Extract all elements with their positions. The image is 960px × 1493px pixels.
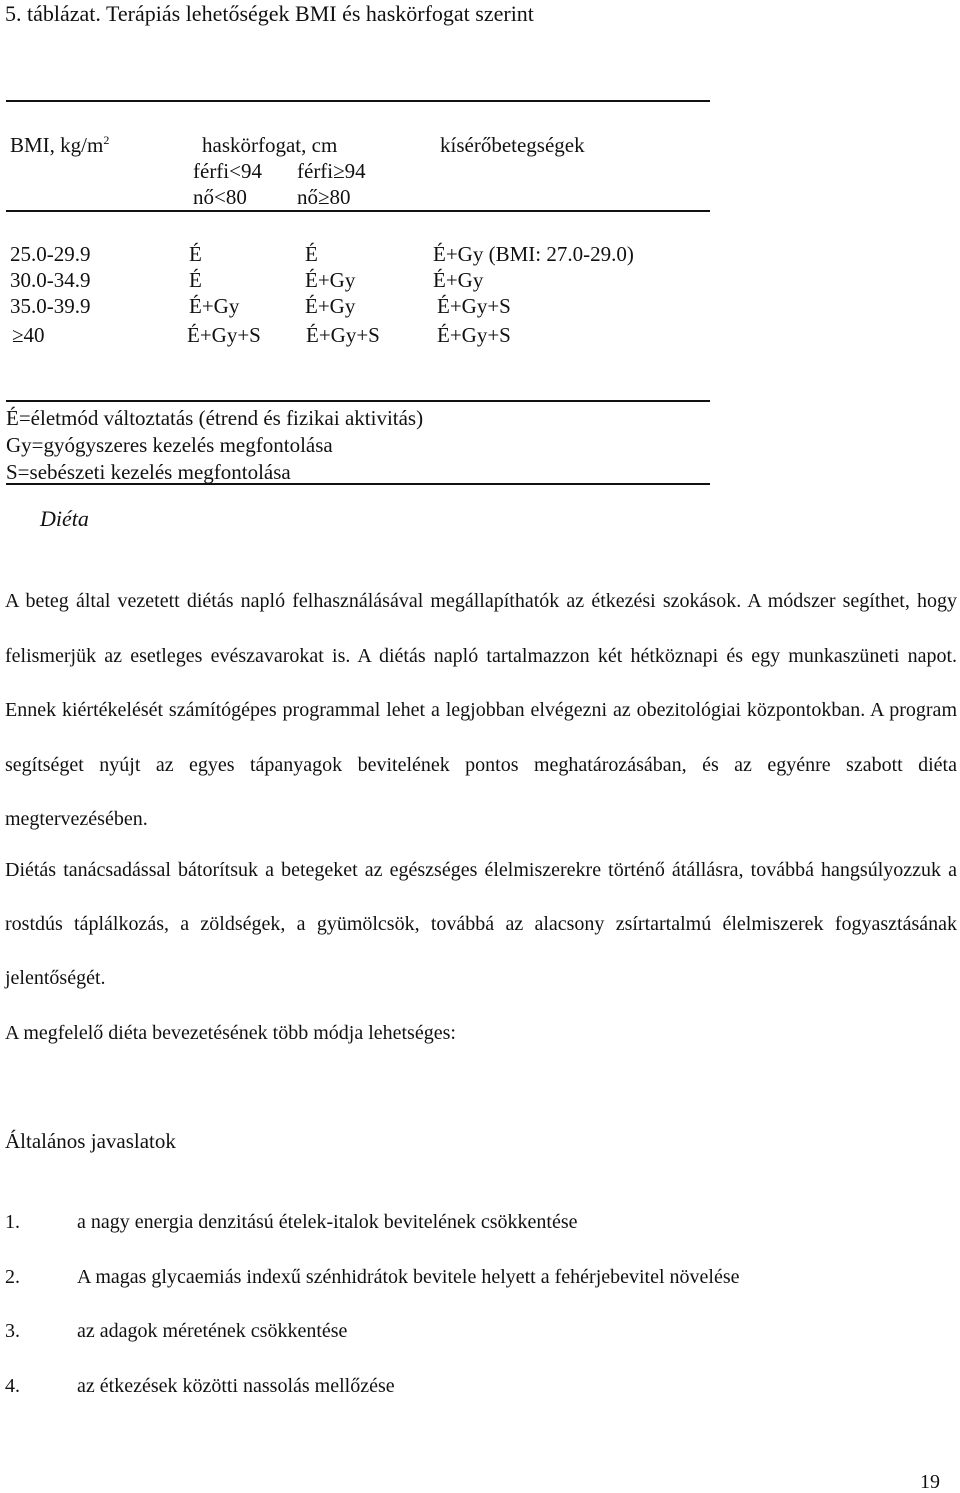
paragraph: A beteg által vezetett diétás napló felhasználásával megállapíthatók az étkezési szokások. A módszer segíthet, hogy felismerjük az esetleges evészavarokat is. A diétás napló tartalmazzon két hétköznapi és egy munkaszüneti napot. Ennek kiértékelését számítógépes programmal lehet a legjobban elvégezni az obezitológiai központokban. A program segítséget nyújt az egyes tápanyagok bevitelének pontos meghatározásában, és az egyénre szabott diéta megtervezésében. [5,590,957,830]
header-female-below: nő<80 [193,185,247,209]
legend-line: S=sebészeti kezelés megfontolása [6,460,291,484]
cell-waist-low: É+Gy+S [187,323,261,347]
list-text: az étkezések közötti nassolás mellőzése [77,1375,395,1397]
header-female-above: nő≥80 [297,185,351,209]
table-caption: 5. táblázat. Terápiás lehetőségek BMI és haskörfogat szerint [5,1,534,26]
cell-bmi: 25.0-29.9 [10,242,91,266]
section-title: Diéta [40,506,89,531]
cell-waist-high: É [305,242,318,266]
cell-comorbid: É+Gy (BMI: 27.0-29.0) [433,242,634,266]
cell-comorbid: É+Gy+S [437,323,511,347]
page-number: 19 [920,1471,940,1493]
list-number: 1. [5,1211,20,1233]
legend-line: Gy=gyógyszeres kezelés megfontolása [6,433,333,457]
header-male-below: férfi<94 [193,159,262,183]
cell-bmi: 30.0-34.9 [10,268,91,292]
paragraph: Diétás tanácsadással bátorítsuk a betegeket az egészséges élelmiszerekre történő átállásra, továbbá hangsúlyozzuk a rostdús táplálkozás, a zöldségek, a gyümölcsök, továbbá az alacsony zsírtartalmú élelmiszerek fogyasztásának jelentőségét. [5,859,957,989]
subheading: Általános javaslatok [5,1129,176,1153]
cell-waist-low: É+Gy [189,294,240,318]
table-top-rule [6,100,710,102]
paragraph: A megfelelő diéta bevezetésének több módja lehetséges: [5,1022,456,1044]
list-number: 3. [5,1320,20,1342]
cell-waist-low: É [189,242,202,266]
list-number: 2. [5,1266,20,1288]
cell-waist-high: É+Gy+S [306,323,380,347]
cell-comorbid: É+Gy [433,268,484,292]
list-number: 4. [5,1375,20,1397]
cell-bmi: ≥40 [12,323,45,347]
cell-waist-high: É+Gy [305,268,356,292]
header-bmi: BMI, $kg/m^2$ [10,133,110,157]
list-text: A magas glycaemiás indexű szénhidrátok bevitele helyett a fehérjebevitel növelése [77,1266,740,1288]
cell-waist-low: É [189,268,202,292]
header-male-above: férfi≥94 [297,159,366,183]
cell-comorbid: É+Gy+S [437,294,511,318]
cell-waist-high: É+Gy [305,294,356,318]
list-text: az adagok méretének csökkentése [77,1320,348,1342]
header-waist: haskörfogat, cm [202,133,338,157]
table-legend-rule [6,400,710,402]
legend-line: É=életmód változtatás (étrend és fizikai aktivitás) [6,406,424,430]
table-header-rule [6,210,710,212]
list-text: a nagy energia denzitású ételek-italok bevitelének csökkentése [77,1211,578,1233]
cell-bmi: 35.0-39.9 [10,294,91,318]
header-comorbidities: kísérőbetegségek [440,133,585,157]
table-bottom-rule [6,483,710,485]
